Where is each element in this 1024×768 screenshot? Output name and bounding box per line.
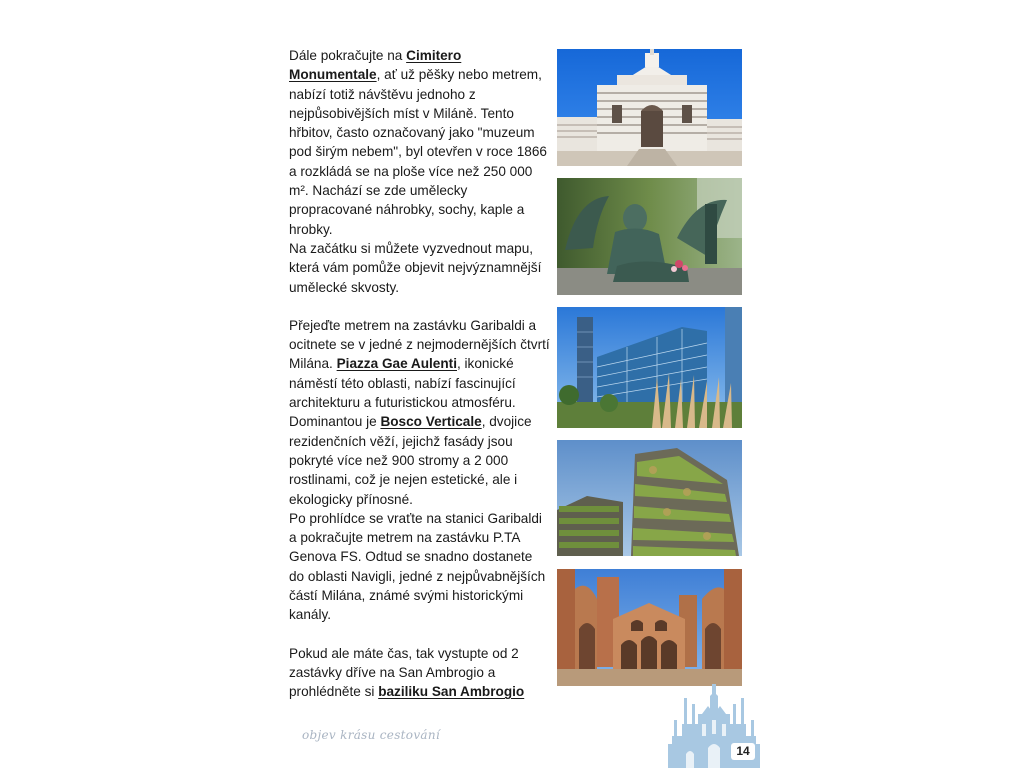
photo-angel-sculpture [557,178,742,295]
text-column [289,46,551,702]
paragraph-text: Dále pokračujte na [289,48,407,63]
paragraph-cimitero [289,46,551,239]
paragraph-text: Pokud ale máte čas, tak vystupte od 2 zastávky dříve na San Ambrogio a prohlédněte si [289,645,519,700]
link-piazza-gae-aulenti[interactable]: Piazza Gae Aulenti [336,356,457,372]
paragraph-ambrogio [289,644,551,702]
signature-text: objev krásu cestování [302,728,441,742]
link-cimitero-monumentale[interactable]: Cimitero Monumentale [289,48,462,83]
paragraph-map: Na začátku si můžete vyzvednout mapu, která vám pomůže objevit nejvýznamnější umělecké skvosty. [289,240,542,295]
paragraph-text: , dvojice rezidenčních věží, jejichž fasády jsou pokryté více než 900 stromy a 2 000 rostlinami, což je nejen estetické, ale i ekologicky přínosné. [289,414,532,507]
photo-piazza-gae-aulenti [557,307,742,428]
paragraph-navigli: Po prohlídce se vraťte na stanici Garibaldi a pokračujte metrem na zastávku P.TA Genova FS. Odtud se snadno dostanete do oblasti Navigli, jedné z nejpůvabnějších částí Milána, známé svými historickými kanály. [289,510,546,623]
paragraph-text: , ikonické náměstí této oblasti, nabízí fascinující architekturu a futuristickou atmosféru. Dominantou je [289,356,516,430]
photo-bazilika-san-ambrogio [557,569,742,686]
paragraph-garibaldi [289,316,551,509]
paragraph-text: Přejeďte metrem na zastávku Garibaldi a ocitnete se v jedné z nejmodernějších čtvrtí Milána. [289,317,550,372]
photo-cimitero-monumentale [557,49,742,166]
link-bosco-verticale[interactable]: Bosco Verticale [380,414,482,430]
link-bazilika-san-ambrogio[interactable]: baziliku San Ambrogio [378,684,525,700]
photo-bosco-verticale [557,440,742,556]
page-number: 14 [731,743,755,760]
paragraph-text: , ať už pěšky nebo metrem, nabízí totiž návštěvu jednoho z nejpůsobivějších míst v Miláně. Tento hřbitov, často označovaný jako "muzeum pod širým nebem", byl otevřen v roce 1866 a rozkládá se na ploše více než 250 000 m². Nachází se zde umělecky propracované náhrobky, sochy, kaple a hrobky. [289,67,547,237]
